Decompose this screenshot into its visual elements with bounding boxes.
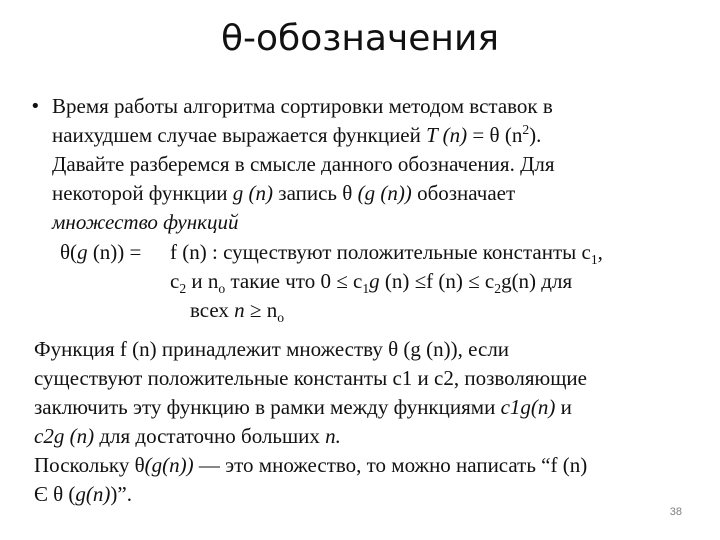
text-line: f (n) : существуют положительные константы $c_1$, [170,240,603,268]
text-line: некоторой функции g (n) запись θ (g (n)) обозначает [52,181,516,205]
text-line: множество функций [52,210,239,234]
text-line: Функция f (n) принадлежит множеству θ (g (n)), если [34,337,510,361]
page-number: 38 [669,506,682,518]
text-line: всех $n \ge n_o$ [190,298,285,326]
text-line: Є θ (g(n))”. [34,482,132,506]
text-line: c2g (n) для достаточно больших n. [34,424,341,448]
text-line: $c_2$ и $n_o$ такие что $0 \le c_1g$ (n) ≤f $(n) \le c_2g(n)$ для [170,269,573,297]
slide-title: θ-обозначения [220,18,499,59]
text-line: Давайте разберемся в смысле данного обозначения. Для [52,152,555,176]
text-line: наихудшем случае выражается функцией T (n) = θ $(n^2)$. [52,122,542,147]
main-paragraph [34,335,694,509]
definition-left: θ(g (n)) = [60,240,142,264]
text-line: заключить эту функцию в рамки между функциями c1g(n) и [34,395,572,419]
text-line: существуют положительные константы c1 и c2, позволяющие [34,366,587,390]
bullet-icon: • [30,96,41,117]
definition-right [170,238,690,325]
text-line: Время работы алгоритма сортировки методом вставок в [52,94,553,118]
text-line: Поскольку θ(g(n)) — это множество, то можно написать “f (n) [34,453,588,477]
bullet-paragraph [52,92,692,237]
